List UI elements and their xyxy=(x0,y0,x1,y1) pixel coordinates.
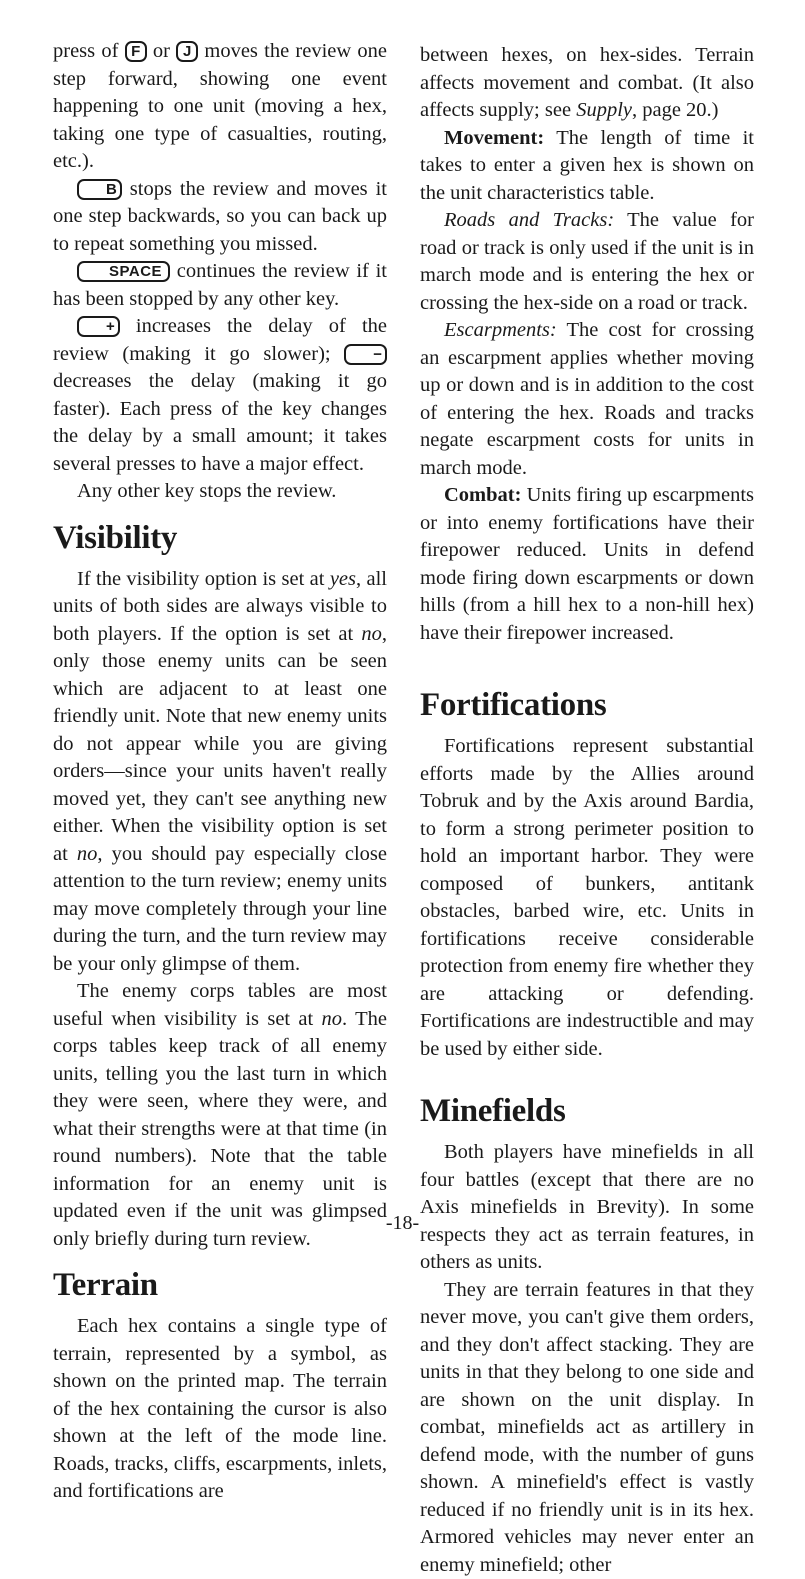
review-forward-paragraph: press of F or J moves the review one step forward, showing one event happening to one unit (moving a hex, taking one type of casualties, routing, etc.). xyxy=(53,38,387,176)
visibility-paragraph-2: The enemy corps tables are most useful when visibility is set at no. The corps tables keep track of all enemy units, telling you the last turn in which they were seen, where they were, and what their strengths were at that time (in round numbers). Note that the table information for an enemy unit is updated even if the unit was glimpsed only briefly during turn review. xyxy=(53,978,387,1253)
key-f-icon: F xyxy=(125,41,147,62)
fortifications-heading: Fortifications xyxy=(420,687,754,723)
terrain-continued-paragraph: between hexes, on hex-sides. Terrain affects movement and combat. (It also affects supply; see Supply, page 20.) xyxy=(420,42,754,125)
minefields-paragraph-2: They are terrain features in that they never move, you can't give them orders, and they don't affect stacking. They are units in that they belong to one side and are shown on the unit display. In combat, minefields act as artillery in defend mode, with the number of guns shown. A minefield's effect is vastly reduced if no friendly unit is in its hex. Armored vehicles may never enter an enemy minefield; other xyxy=(420,1277,754,1579)
visibility-heading: Visibility xyxy=(53,520,387,556)
movement-paragraph: Movement: The length of time it takes to enter a given hex is shown on the unit characteristics table. xyxy=(420,125,754,208)
minefields-paragraph-1: Both players have minefields in all four battles (except that there are no Axis minefields in Brevity). In some respects they act as terrain features, in others as units. xyxy=(420,1139,754,1277)
review-continue-paragraph: SPACE continues the review if it has been stopped by any other key. xyxy=(53,258,387,313)
terrain-paragraph: Each hex contains a single type of terrain, represented by a symbol, as shown on the printed map. The terrain of the hex containing the cursor is also shown at the left of the mode line. Roads, tracks, cliffs, escarpments, inlets, and fortifications are xyxy=(53,1313,387,1506)
key-plus-icon: + xyxy=(77,316,120,337)
key-space-icon: SPACE xyxy=(77,261,170,282)
left-column xyxy=(53,38,387,1506)
roads-tracks-paragraph: Roads and Tracks: The value for road or track is only used if the unit is in march mode and is entering the hex or crossing the hex-side on a road or track. xyxy=(420,207,754,317)
escarpments-paragraph: Escarpments: The cost for crossing an escarpment applies whether moving up or down and is in addition to the cost of entering the hex. Roads and tracks negate escarpment costs for units in march mode. xyxy=(420,317,754,482)
visibility-paragraph-1: If the visibility option is set at yes, all units of both sides are always visible to both players. If the option is set at no, only those enemy units can be seen which are adjacent to at least one friendly unit. Note that new enemy units do not appear while you are giving orders—since your units haven't really moved yet, they can't see anything new either. When the visibility option is set at no, you should pay especially close attention to the turn review; enemy units may move completely through your line during the turn, and the turn review may be your only glimpse of them. xyxy=(53,566,387,979)
combat-paragraph: Combat: Units firing up escarpments or into enemy fortifications have their firepower reduced. Units in defend mode firing down escarpments or down hills (from a hill hex to a non-hill hex) have their firepower increased. xyxy=(420,482,754,647)
key-j-icon: J xyxy=(176,41,198,62)
review-stop-paragraph: Any other key stops the review. xyxy=(53,478,387,506)
fortifications-paragraph: Fortifications represent substantial efforts made by the Allies around Tobruk and by the Axis around Bardia, to form a strong perimeter position to hold an important harbor. They were composed of bunkers, antitank obstacles, barbed wire, etc. Units in fortifications receive considerable protection from enemy fire whether they are attacking or defending. Fortifications are indestructible and may be used by either side. xyxy=(420,733,754,1063)
review-back-paragraph: B stops the review and moves it one step backwards, so you can back up to repeat something you missed. xyxy=(53,176,387,259)
terrain-heading: Terrain xyxy=(53,1267,387,1303)
key-b-icon: B xyxy=(77,179,122,200)
right-column xyxy=(420,42,754,1579)
minefields-heading: Minefields xyxy=(420,1093,754,1129)
key-minus-icon: − xyxy=(344,344,387,365)
review-delay-paragraph: + increases the delay of the review (making it go slower); − decreases the delay (making it go faster). Each press of the key changes the delay by a small amount; it takes several presses to have a major effect. xyxy=(53,313,387,478)
page-number: -18- xyxy=(0,1212,805,1235)
